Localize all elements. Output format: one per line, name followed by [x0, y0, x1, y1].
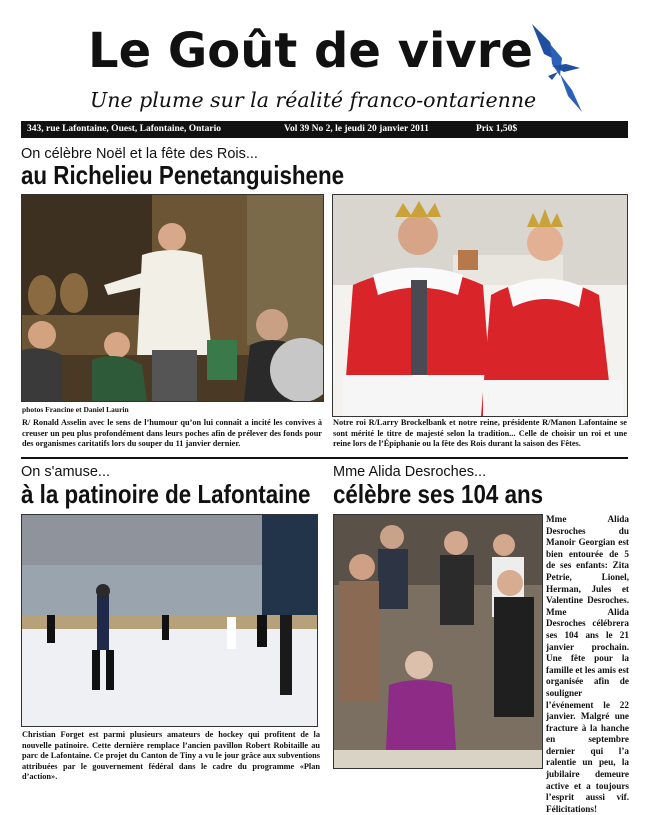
masthead-title: Le Goût de vivre — [88, 23, 533, 79]
king-queen-photo — [332, 194, 628, 417]
story2-headline: à la patinoire de Lafontaine — [21, 479, 311, 509]
story3-headline: célèbre ses 104 ans — [333, 479, 544, 509]
banquet-speaker-photo — [21, 194, 324, 402]
story1-kicker: On célèbre Noël et la fête des Rois... — [21, 146, 258, 162]
story1-headline: au Richelieu Penetanguishene — [21, 160, 345, 190]
story1-caption-left: R/ Ronald Asselin avec le sens de l’humour qu’on lui connaît a incité les convives à creuser un peu plus profondément dans leurs poches afin de prélever des fonds pour des organismes caritatifs lors du souper du 11 janvier dernier. — [22, 418, 322, 449]
story3-kicker: Mme Alida Desroches... — [333, 464, 487, 480]
issue-price: Prix 1,50$ — [476, 124, 518, 134]
story1-caption-right: Notre roi R/Larry Brockelbank et notre reine, présidente R/Manon Lafontaine se sont mérité le titre de majesté selon la tradition... Celle de choisir un roi et une reine lors de l’Épiphanie ou la fête des Rois durant la saison des Fêtes. — [333, 418, 627, 449]
section-divider — [21, 457, 628, 459]
family-birthday-image — [334, 515, 542, 768]
family-birthday-photo — [333, 514, 543, 769]
info-bar — [21, 121, 628, 138]
publisher-address: 343, rue Lafontaine, Ouest, Lafontaine, Ontario — [27, 124, 221, 134]
skating-rink-photo — [21, 514, 318, 727]
story2-caption: Christian Forget est parmi plusieurs amateurs de hockey qui profitent de la nouvelle patinoire. Cette dernière remplace l’ancien pavillon Robert Robitaille au parc de Lafontaine. Ce projet du Canton de Tiny a vu le jour grâce aux subventions attribuées par le gouvernement fédéral dans le cadre du programme «Plan d’action». — [22, 730, 320, 782]
banquet-speaker-image — [22, 195, 323, 401]
story2-kicker: On s'amuse... — [21, 464, 110, 480]
photo-credit: photos Francine et Daniel Laurin — [22, 405, 129, 414]
skating-rink-image — [22, 515, 317, 726]
king-queen-image — [333, 195, 627, 416]
story3-body: Mme Alida Desroches du Manoir Georgian est bien entourée de 5 de ses enfants: Zita Petrie, Lionel, Herman, Jules et Valentine Desroches. Mme Alida Desroches célébrera ses 104 ans le 21 janvier prochain. Une fête pour la famille et les amis est organisée afin de souligner l’événement le 22 janvier. Malgré une fracture à la hanche en septembre dernier qui l’a ralentie un peu, la jubilaire demeure active et a toujours l’esprit aussi vif. Félicitations! — [546, 514, 629, 814]
issue-date: Vol 39 No 2, le jeudi 20 janvier 2011 — [284, 124, 429, 134]
masthead-tagline: Une plume sur la réalité franco-ontarienne — [90, 88, 537, 112]
